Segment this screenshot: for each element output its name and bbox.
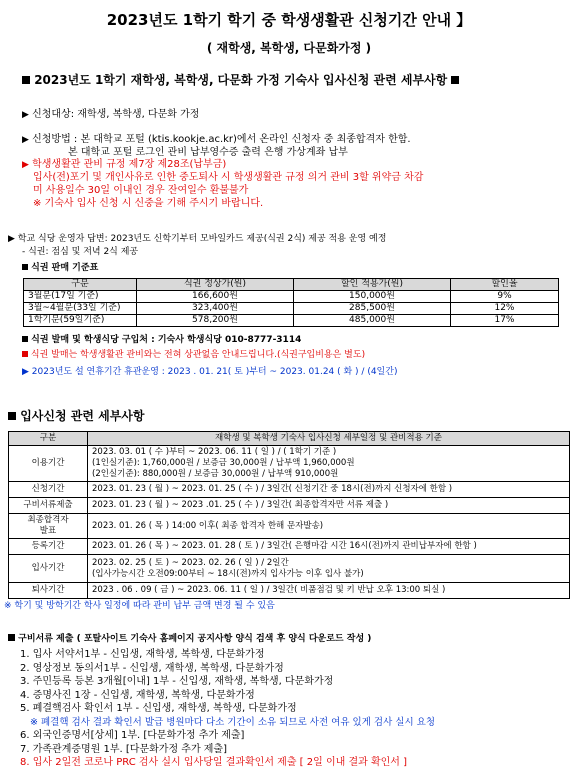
table-cell: 578,200원 [137, 315, 294, 327]
method-text-1: 신청방법 : 본 대학교 포털 (ktis.kookje.ac.kr)에서 온라인 신청자 중 최종합격자 한함. [32, 134, 411, 145]
page-subtitle: ( 재학생, 복학생, 다문화가정 ) [206, 41, 372, 55]
square-bullet-icon [22, 76, 30, 84]
table-row [24, 291, 559, 303]
table-header-cell: 구분 [9, 432, 88, 446]
table-cell: 150,000원 [294, 291, 451, 303]
table-header-cell: 구분 [24, 279, 137, 291]
table-cell: 1학기분(59일기준) [24, 315, 137, 327]
square-bullet-icon [22, 336, 28, 342]
table-cell-label: 신청기간 [9, 482, 88, 498]
table-cell-label: 이용기간 [9, 446, 88, 482]
rule-title-text: 학생생활관 관비 규정 제7장 제28조(납부금) [32, 159, 227, 170]
triangle-bullet-icon: ▶ [22, 367, 29, 377]
list-item: 8. 입사 2일전 코로나 PRC 검사 실시 입사당일 결과확인서 제출 [ 2일 이내 결과 확인서 ] [20, 757, 408, 768]
triangle-bullet-icon: ▶ [22, 160, 29, 170]
table-row [9, 555, 570, 583]
table-cell: 3월~4월분(33일 기준) [24, 303, 137, 315]
meal-text-1: 학교 식당 운영자 답변: 2023년도 신학기부터 모바일카드 제공(식권 2식) 제공 적용 운영 예정 [17, 234, 387, 244]
table-row [9, 583, 570, 599]
table-cell: 166,600원 [137, 291, 294, 303]
meal-notice [22, 349, 365, 361]
table-cell: 2023 . 06 . 09 ( 금 ) ~ 2023. 06. 11 ( 일 ) / 3일간( 비품점검 및 키 반납 오후 13:00 퇴실 ) [88, 583, 570, 599]
section2-header [8, 408, 144, 424]
square-bullet-icon [22, 351, 28, 357]
meal-contact-text: 식권 발매 및 학생식당 구입처 : 기숙사 학생식당 010-8777-3114 [31, 335, 302, 345]
target-line [22, 108, 199, 122]
table-cell: 9% [451, 291, 559, 303]
method-line-2: 본 대학교 포털 로그인 관비 납부영수증 출력 은행 가상계좌 납부 [68, 147, 348, 158]
holiday-line [22, 366, 397, 378]
square-bullet-icon [8, 412, 16, 420]
table-cell-label: 최종합격자 발표 [9, 514, 88, 539]
table-cell: 2023. 01. 26 ( 목 ) ~ 2023. 01. 28 ( 토 ) / 3일간( 은행마감 시간 16시(전)까지 관비납부자에 한함 ) [88, 539, 570, 555]
triangle-bullet-icon: ▶ [8, 234, 15, 244]
table-row [9, 514, 570, 539]
table-cell [88, 555, 570, 583]
table-cell: 17% [451, 315, 559, 327]
table-cell [88, 446, 570, 482]
triangle-bullet-icon: ▶ [22, 135, 29, 145]
table-header-cell: 할인 적용가(원) [294, 279, 451, 291]
meal-line-2: - 식권: 점심 및 저녁 2식 제공 [22, 247, 139, 257]
schedule-line: 2023. 02. 25 ( 토 ) ~ 2023. 02. 26 ( 일 ) / 2일간 [92, 557, 289, 568]
schedule-line: (2인실기준): 880,000원 / 보증금 30,000원 / 납부액 910,000원 [92, 469, 339, 479]
section2-header-text: 입사신청 관련 세부사항 [20, 409, 145, 423]
table-header-cell: 식권 정상가(원) [137, 279, 294, 291]
schedule-line: (입사가능시간 오전09:00부터 ~ 18시(전)까지 입사가능 이후 입사 불가) [92, 568, 364, 579]
table-cell-label: 구비서류제출 [9, 498, 88, 514]
table-row [24, 315, 559, 327]
list-item: 5. 폐결핵검사 확인서 1부 - 신입생, 재학생, 복학생, 다문화가정 [20, 703, 297, 714]
table-row [9, 482, 570, 498]
list-item: 3. 주민등록 등본 3개월[이내] 1부 - 신입생, 재학생, 복학생, 다문화가정 [20, 676, 334, 687]
table-cell: 2023. 01. 23 ( 월 ) ~ 2023 .01. 25 ( 수 ) / 3일간( 최종합격자만 서류 제출 ) [88, 498, 570, 514]
docs-list [20, 648, 435, 770]
table-row [9, 498, 570, 514]
section1-header-text: 2023년도 1학기 재학생, 복학생, 다문화 가정 기숙사 입사신청 관련 세부사항 [34, 73, 448, 87]
docs-header [8, 633, 371, 645]
list-item: 2. 영상정보 동의서1부 - 신입생, 재학생, 복학생, 다문화가정 [20, 662, 284, 674]
schedule-line: 2023. 03. 01 ( 수 )부터 ~ 2023. 06. 11 ( 일 ) / ( 1학기 기준 ) [92, 447, 337, 457]
list-item: 6. 외국인증명서[상세] 1부. [다문화가정 추가 제출] [20, 730, 245, 741]
list-item: 1. 입사 서약서1부 - 신입생, 재학생, 복학생, 다문화가정 [20, 649, 265, 660]
schedule-note: ※ 학기 및 방학기간 학사 일정에 따라 관비 납부 금액 변경 될 수 있음 [4, 601, 275, 611]
docs-header-text: 구비서류 제출 ( 포탈사이트 기숙사 홈페이지 공지사항 양식 검색 후 양식 다운로드 작성 ) [18, 634, 372, 644]
schedule-table [8, 431, 570, 599]
rule-line-1: 입사(전)포기 및 개인사유로 인한 중도퇴사 시 학생생활관 규정 의거 관비 3할 위약금 차감 [33, 172, 424, 183]
table-cell: 12% [451, 303, 559, 315]
method-line [22, 133, 411, 147]
page-title: 2023년도 1학기 학기 중 학생생활관 신청기간 안내 】 [106, 11, 472, 29]
table-cell: 285,500원 [294, 303, 451, 315]
square-bullet-icon [8, 634, 15, 641]
table-cell-label: 퇴사기간 [9, 583, 88, 599]
rule-line-3: ※ 기숙사 입사 신청 시 신중을 기해 주시기 바랍니다. [33, 198, 264, 209]
price-header-text: 식권 판매 기준표 [31, 263, 99, 273]
section1-header [22, 72, 459, 88]
table-header-cell: 재학생 및 복학생 기숙사 입사신청 세부일정 및 관비적용 기준 [88, 432, 570, 446]
table-header-row [24, 279, 559, 291]
square-bullet-icon [451, 76, 459, 84]
meal-contact [22, 334, 301, 346]
price-table [23, 278, 559, 327]
table-cell: 2023. 01. 23 ( 월 ) ~ 2023. 01. 25 ( 수 ) / 3일간( 신청기간 중 18시(전)까지 신청자에 한함 ) [88, 482, 570, 498]
table-cell: 3월분(17일 기준) [24, 291, 137, 303]
table-header-row [9, 432, 570, 446]
price-header [22, 262, 98, 274]
target-text: 신청대상: 재학생, 복학생, 다문화 가정 [32, 109, 200, 120]
table-cell: 2023. 01. 26 ( 목 ) 14:00 이후( 최종 합격자 한해 문자발송) [88, 514, 570, 539]
list-item: 4. 증명사진 1장 - 신입생, 재학생, 복학생, 다문화가정 [20, 689, 255, 701]
table-row [9, 539, 570, 555]
table-cell-label: 등록기간 [9, 539, 88, 555]
table-row [24, 303, 559, 315]
square-bullet-icon [22, 264, 28, 270]
holiday-text: 2023년도 설 연휴기간 휴관운영 : 2023 . 01. 21( 토 )부터 ~ 2023. 01.24 ( 화 ) / (4일간) [31, 367, 398, 377]
table-header-cell: 할인율 [451, 279, 559, 291]
list-item: 7. 가족관계증명원 1부. [다문화가정 추가 제출] [20, 743, 227, 755]
triangle-bullet-icon: ▶ [22, 110, 29, 120]
table-row [9, 446, 570, 482]
meal-notice-text: 식권 발매는 학생생활관 관비와는 전혀 상관없음 안내드립니다.(식권구입비용은 별도) [30, 350, 366, 360]
schedule-line: (1인실기준): 1,760,000원 / 보증금 30,000원 / 납부액 1,960,000원 [92, 458, 355, 468]
rule-title [22, 158, 226, 172]
table-cell: 323,400원 [137, 303, 294, 315]
table-cell-label: 입사기간 [9, 555, 88, 583]
table-cell: 485,000원 [294, 315, 451, 327]
meal-line-1 [8, 233, 386, 245]
rule-line-2: 미 사용일수 30일 이내인 경우 잔여일수 환불불가 [33, 185, 249, 196]
docs-note: ※ 폐결핵 검사 결과 확인서 발급 병원마다 다소 기간이 소유 되므로 사전 여유 있게 검사 실시 요청 [30, 716, 436, 728]
